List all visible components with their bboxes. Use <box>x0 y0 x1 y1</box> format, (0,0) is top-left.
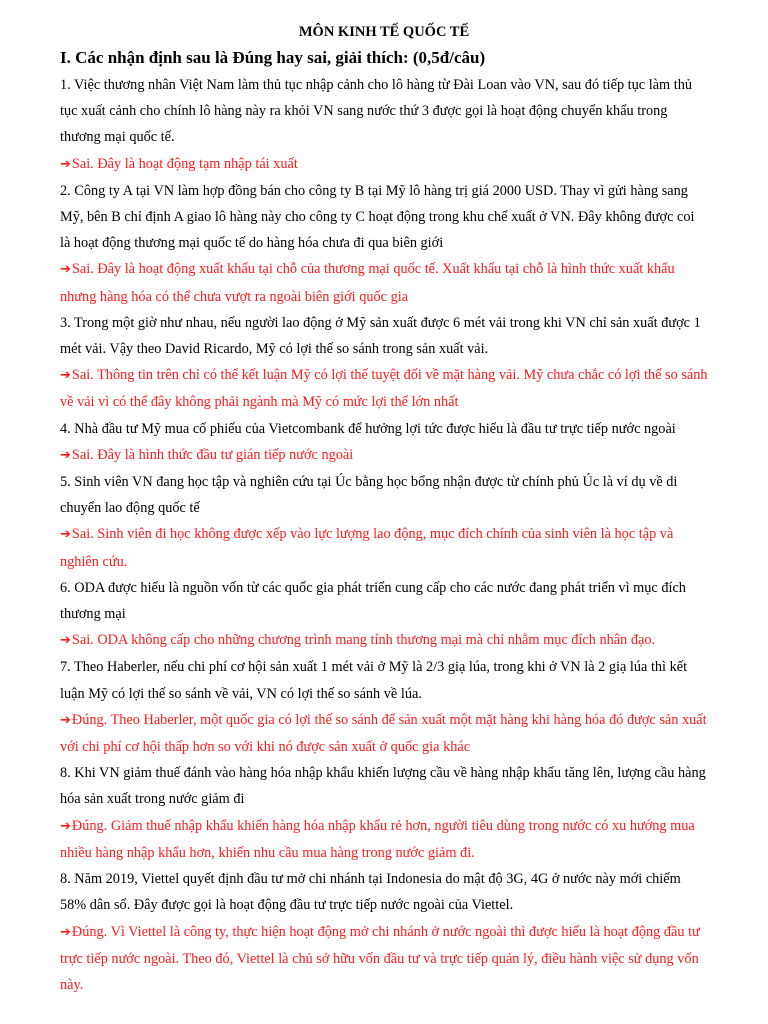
right-arrow-icon: ➔ <box>60 156 71 172</box>
qa-item <box>60 866 708 998</box>
right-arrow-icon: ➔ <box>60 368 71 384</box>
answer-text <box>60 256 708 309</box>
answer-label: Sai. Thông tin trên chỉ có thể kết luận Mỹ có lợi thế tuyệt đối về mặt hàng vải. Mỹ chưa chắc có lợi thế so sánh về vải vì có thể đây không phải ngành mà Mỹ có mức lợi thế lớn nhất <box>60 367 708 411</box>
right-arrow-icon: ➔ <box>60 527 71 543</box>
right-arrow-icon: ➔ <box>60 262 71 278</box>
answer-label: Đúng. Theo Haberler, một quốc gia có lợi thế so sánh để sản xuất một mặt hàng khi hàng hóa đó được sản xuất với chi phí cơ hội thấp hơn so với khi nó được sản xuất ở quốc gia khác <box>60 711 707 756</box>
right-arrow-icon: ➔ <box>60 447 71 463</box>
question-text: 3. Trong một giờ như nhau, nếu người lao động ở Mỹ sản xuất được 6 mét vải trong khi VN chỉ sản xuất được 1 mét vải. Vậy theo David Ricardo, Mỹ có lợi thế so sánh trong sản xuất vải. <box>60 314 701 358</box>
qa-item <box>60 178 708 310</box>
right-arrow-icon: ➔ <box>60 818 71 834</box>
section-heading: I. Các nhận định sau là Đúng hay sai, giải thích: (0,5đ/câu) <box>60 48 486 67</box>
question-text: 7. Theo Haberler, nếu chi phí cơ hội sản xuất 1 mét vải ở Mỹ là 2/3 giạ lúa, trong khi ở VN là 2 giạ lúa thì kết luận Mỹ có lợi thế so sánh về vải, VN có lợi thế so sánh về lúa. <box>60 659 688 702</box>
answer-text <box>60 627 708 654</box>
qa-item <box>60 310 708 416</box>
answer-text <box>60 813 708 866</box>
answer-label: Sai. Đây là hoạt động tạm nhập tái xuất <box>71 155 298 172</box>
question-text: 4. Nhà đầu tư Mỹ mua cổ phiếu của Vietcombank để hưởng lợi tức được hiểu là đầu tư trực tiếp nước ngoài <box>60 420 676 437</box>
qa-item <box>60 654 708 760</box>
qa-item <box>60 72 708 178</box>
right-arrow-icon: ➔ <box>60 712 71 728</box>
qa-item <box>60 469 708 575</box>
document-title: MÔN KINH TẾ QUỐC TẾ <box>298 24 470 40</box>
right-arrow-icon: ➔ <box>60 633 71 649</box>
question-text: 5. Sinh viên VN đang học tập và nghiên cứu tại Úc bằng học bổng nhận được từ chính phủ Úc là ví dụ về di chuyển lao động quốc tế <box>60 474 678 517</box>
answer-text <box>60 919 708 999</box>
question-text: 8. Năm 2019, Viettel quyết định đầu tư mở chi nhánh tại Indonesia do mật độ 3G, 4G ở nước này mới chiếm 58% dân số. Đây được gọi là hoạt động đầu tư trực tiếp nước ngoài của Viettel. <box>60 871 681 914</box>
qa-item <box>60 416 708 469</box>
answer-label: Sai. Đây là hoạt động xuất khẩu tại chỗ của thương mại quốc tế. Xuất khẩu tại chỗ là hình thức xuất khẩu nhưng hàng hóa có thể chưa vượt ra ngoài biên giới quốc gia <box>60 261 675 305</box>
answer-label: Đúng. Giảm thuế nhập khẩu khiến hàng hóa nhập khẩu rẻ hơn, người tiêu dùng trong nước có xu hướng mua nhiều hàng nhập khẩu hơn, khiến nhu cầu mua hàng trong nước giảm đi. <box>60 817 695 861</box>
answer-text <box>60 521 708 574</box>
question-text: 6. ODA được hiểu là nguồn vốn từ các quốc gia phát triển cung cấp cho các nước đang phát triển vì mục đích thương mại <box>60 579 686 623</box>
qa-list <box>60 72 708 998</box>
answer-label: Sai. Đây là hình thức đầu tư gián tiếp nước ngoài <box>71 446 354 463</box>
answer-text <box>60 442 708 469</box>
answer-label: Đúng. Vì Viettel là công ty, thực hiện hoạt động mở chi nhánh ở nước ngoài thì được hiểu là hoạt động đầu tư trực tiếp nước ngoài. Theo đó, Viettel là chủ sở hữu vốn đầu tư và trực tiếp quản lý, điều hành việc sử dụng vốn này. <box>60 923 700 993</box>
answer-text <box>60 151 708 178</box>
answer-text <box>60 362 708 415</box>
qa-item <box>60 575 708 655</box>
answer-label: Sai. ODA không cấp cho những chương trình mang tính thương mại mà chỉ nhằm mục đích nhân đạo. <box>71 632 656 649</box>
question-text: 2. Công ty A tại VN làm hợp đồng bán cho công ty B tại Mỹ lô hàng trị giá 2000 USD. Thay vì gửi hàng sang Mỹ, bên B chỉ định A giao lô hàng này cho công ty C hoạt động trong khu chế xuất ở VN. Đây không được coi là hoạt động thương mại quốc tế do hàng hóa chưa đi qua biên giới <box>60 182 695 252</box>
right-arrow-icon: ➔ <box>60 924 71 940</box>
question-text: 1. Việc thương nhân Việt Nam làm thủ tục nhập cảnh cho lô hàng từ Đài Loan vào VN, sau đó tiếp tục làm thủ tục xuất cảnh cho chính lô hàng này ra khỏi VN sang nước thứ 3 được gọi là hoạt động chuyển khẩu trong thương mại quốc tế. <box>60 77 693 146</box>
qa-item <box>60 760 708 866</box>
answer-label: Sai. Sinh viên đi học không được xếp vào lực lượng lao động, mục đích chính của sinh viên là học tập và nghiên cứu. <box>60 526 674 570</box>
answer-text <box>60 707 708 760</box>
question-text: 8. Khi VN giảm thuế đánh vào hàng hóa nhập khẩu khiến lượng cầu về hàng nhập khẩu tăng lên, lượng cầu hàng hóa sản xuất trong nước giảm đi <box>60 765 706 808</box>
